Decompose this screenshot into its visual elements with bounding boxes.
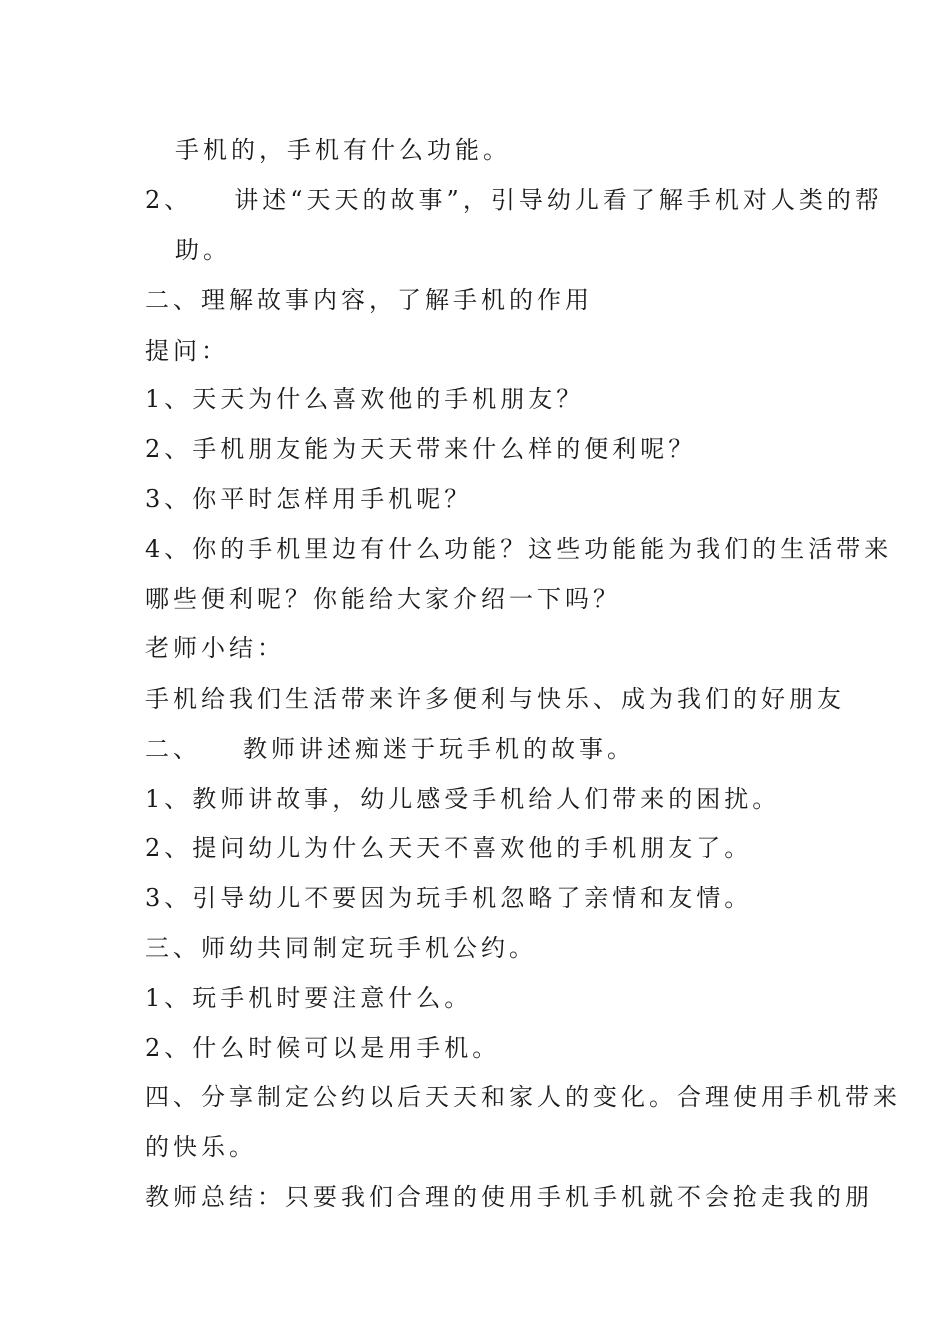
item-text: 讲述“天天的故事”，引导幼儿看了解手机对人类的帮 [234, 186, 883, 214]
section-heading: 三、师幼共同制定玩手机公约。 [145, 934, 537, 962]
text-line: 老师小结： [145, 634, 285, 662]
list-item: 2、什么时候可以是用手机。 [145, 1034, 501, 1062]
question-item: 4、你的手机里边有什么功能？这些功能能为我们的生活带来 [145, 535, 893, 563]
section-heading: 四、分享制定公约以后天天和家人的变化。合理使用手机带来 [145, 1083, 901, 1111]
section-heading [145, 734, 635, 764]
section-title: 教师讲述痴迷于玩手机的故事。 [243, 735, 635, 763]
text-line: 提问： [145, 337, 229, 365]
list-item: 1、教师讲故事，幼儿感受手机给人们带来的困扰。 [145, 785, 781, 813]
question-item: 3、你平时怎样用手机呢？ [145, 485, 473, 513]
text-line: 助。 [175, 236, 231, 264]
text-line: 手机的，手机有什么功能。 [175, 136, 511, 164]
list-item: 2、提问幼儿为什么天天不喜欢他的手机朋友了。 [145, 834, 753, 862]
list-item: 1、玩手机时要注意什么。 [145, 984, 473, 1012]
list-item: 3、引导幼儿不要因为玩手机忽略了亲情和友情。 [145, 884, 753, 912]
section-number: 二、 [145, 735, 201, 763]
text-line: 的快乐。 [145, 1133, 257, 1161]
item-number: 2、 [145, 186, 193, 214]
question-item: 2、手机朋友能为天天带来什么样的便利呢？ [145, 435, 697, 463]
question-item: 1、天天为什么喜欢他的手机朋友？ [145, 385, 585, 413]
text-line: 手机给我们生活带来许多便利与快乐、成为我们的好朋友 [145, 685, 845, 713]
numbered-item [145, 185, 883, 215]
text-line: 哪些便利呢？你能给大家介绍一下吗？ [145, 585, 621, 613]
section-heading: 二、理解故事内容，了解手机的作用 [145, 286, 593, 314]
text-line: 教师总结：只要我们合理的使用手机手机就不会抢走我的朋 [145, 1183, 873, 1211]
